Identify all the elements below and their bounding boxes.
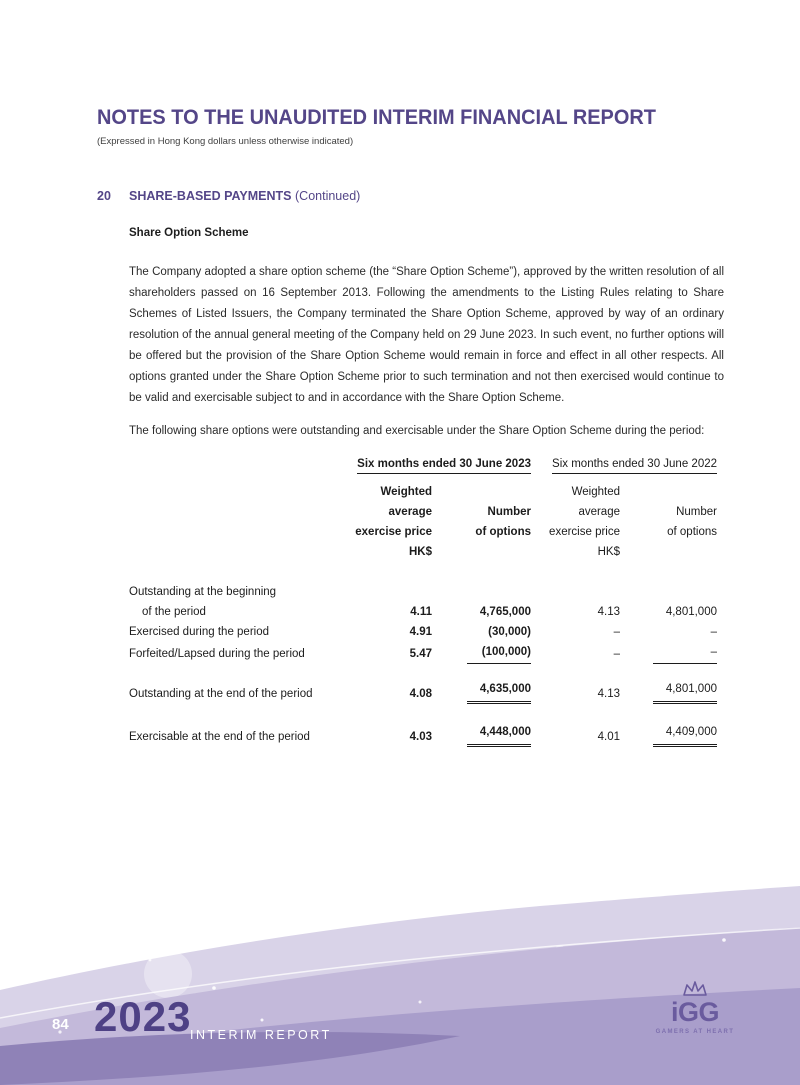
row-label: Outstanding at the beginning — [129, 585, 277, 598]
col-header-line: HK$ — [408, 545, 432, 558]
logo-text: iGG — [670, 997, 719, 1027]
cell-2022-options — [620, 679, 717, 704]
cell-2023-avg-price: 4.11 — [410, 605, 432, 618]
crown-icon — [680, 980, 710, 998]
col-header-line: Weighted — [380, 485, 432, 498]
report-page-content — [97, 106, 724, 747]
cell-2023-options: (30,000) — [488, 625, 531, 638]
col-header-2022-number — [620, 482, 717, 562]
row-label: of the period — [142, 605, 206, 618]
footer-wave-graphic — [0, 870, 800, 1085]
page-title: NOTES TO THE UNAUDITED INTERIM FINANCIAL REPORT — [97, 106, 656, 129]
col-header-line — [620, 542, 717, 562]
col-header-line — [620, 482, 717, 502]
row-label: Exercised during the period — [129, 625, 269, 638]
col-header-line: Weighted — [571, 485, 620, 498]
row-label: Exercisable at the end of the period — [129, 730, 310, 743]
double-ruled-value: 4,448,000 — [467, 722, 531, 747]
col-header-line — [432, 482, 531, 502]
col-header-line: Number — [676, 505, 717, 518]
col-header-line: of options — [475, 525, 531, 538]
cell-2023-options — [432, 679, 531, 704]
subsection-heading: Share Option Scheme — [129, 227, 249, 239]
col-header-line: average — [578, 505, 620, 518]
cell-2022-avg-price: 4.13 — [597, 605, 620, 618]
row-label: Outstanding at the end of the period — [129, 687, 313, 700]
logo-tagline: GAMERS AT HEART — [655, 1029, 735, 1035]
paragraph-scheme-description: The Company adopted a share option scheme (the “Share Option Scheme”), approved by the written resolution of all shareholders passed on 16 September 2013. Following the amendments to the Listing Rules relating to Share Schemes of Listed Issuers, the Company terminated the Share Option Scheme, approved by way of an ordinary resolution of the annual general meeting of the Company held on 29 June 2023. In such event, no further options will be offered but the provision of the Share Option Scheme would remain in force and effect in all other respects. All options granted under the Share Option Scheme prior to such termination and not then exercised would continue to be valid and exercisable subject to and in accordance with the Share Option Scheme. — [129, 266, 724, 404]
column-header-row — [129, 482, 717, 562]
double-ruled-value: 4,635,000 — [467, 679, 531, 704]
section-heading-row — [97, 189, 724, 203]
col-header-line: of options — [667, 525, 717, 538]
col-header-line: Number — [487, 505, 531, 518]
page-header — [97, 106, 724, 147]
table-row-outstanding-end — [129, 679, 717, 704]
col-header-line: exercise price — [549, 525, 620, 538]
table-row-exercisable-end — [129, 722, 717, 747]
cell-2023-options: 4,765,000 — [479, 605, 531, 618]
section-body — [129, 227, 724, 747]
page-footer — [0, 870, 800, 1085]
col-header-2022-price — [531, 482, 620, 562]
igg-logo — [652, 980, 738, 1035]
cell-2022-avg-price: 4.13 — [597, 687, 620, 700]
cell-2022-avg-price: – — [613, 647, 620, 660]
period-header-2022: Six months ended 30 June 2022 — [531, 458, 717, 474]
col-header-line: average — [388, 505, 432, 518]
page-number: 84 — [52, 1016, 69, 1033]
cell-2022-options — [620, 722, 717, 747]
cell-2022-avg-price: – — [613, 625, 620, 638]
cell-2022-avg-price: 4.01 — [597, 730, 620, 743]
cell-2022-options — [620, 642, 717, 664]
section-continued-label: (Continued) — [291, 189, 361, 203]
cell-2022-options: – — [710, 625, 717, 638]
double-ruled-value: 4,801,000 — [653, 679, 717, 704]
cell-2023-avg-price: 4.08 — [409, 687, 432, 700]
period-header-row — [129, 458, 717, 474]
cell-2023-avg-price: 4.03 — [409, 730, 432, 743]
col-header-2023-price — [332, 482, 432, 562]
table-row-forfeited — [129, 642, 717, 664]
cell-2023-avg-price: 4.91 — [409, 625, 432, 638]
cell-2023-options — [432, 722, 531, 747]
paragraph-table-intro: The following share options were outstanding and exercisable under the Share Option Scheme during the period: — [129, 424, 705, 437]
table-row-outstanding-beginning-values — [129, 602, 717, 622]
table-row-exercised — [129, 622, 717, 642]
col-header-2023-number — [432, 482, 531, 562]
report-title: INTERIM REPORT — [190, 1028, 332, 1042]
section-heading-text: SHARE-BASED PAYMENTS — [129, 189, 292, 203]
report-year: 2023 — [94, 993, 192, 1040]
double-ruled-value: 4,409,000 — [653, 722, 717, 747]
cell-2022-options: 4,801,000 — [665, 605, 717, 618]
col-header-line: exercise price — [355, 525, 432, 538]
single-ruled-value: (100,000) — [467, 642, 531, 664]
section-number: 20 — [97, 189, 111, 203]
row-label: Forfeited/Lapsed during the period — [129, 647, 305, 660]
single-ruled-value: – — [653, 642, 717, 664]
section-heading — [129, 189, 360, 203]
period-header-2023: Six months ended 30 June 2023 — [332, 458, 531, 474]
col-header-line: HK$ — [597, 545, 620, 558]
page-subtitle: (Expressed in Hong Kong dollars unless otherwise indicated) — [97, 136, 354, 147]
cell-2023-options — [432, 642, 531, 664]
share-options-table — [129, 458, 717, 747]
cell-2023-avg-price: 5.47 — [409, 647, 432, 660]
table-row-outstanding-beginning — [129, 582, 717, 602]
col-header-line — [432, 542, 531, 562]
